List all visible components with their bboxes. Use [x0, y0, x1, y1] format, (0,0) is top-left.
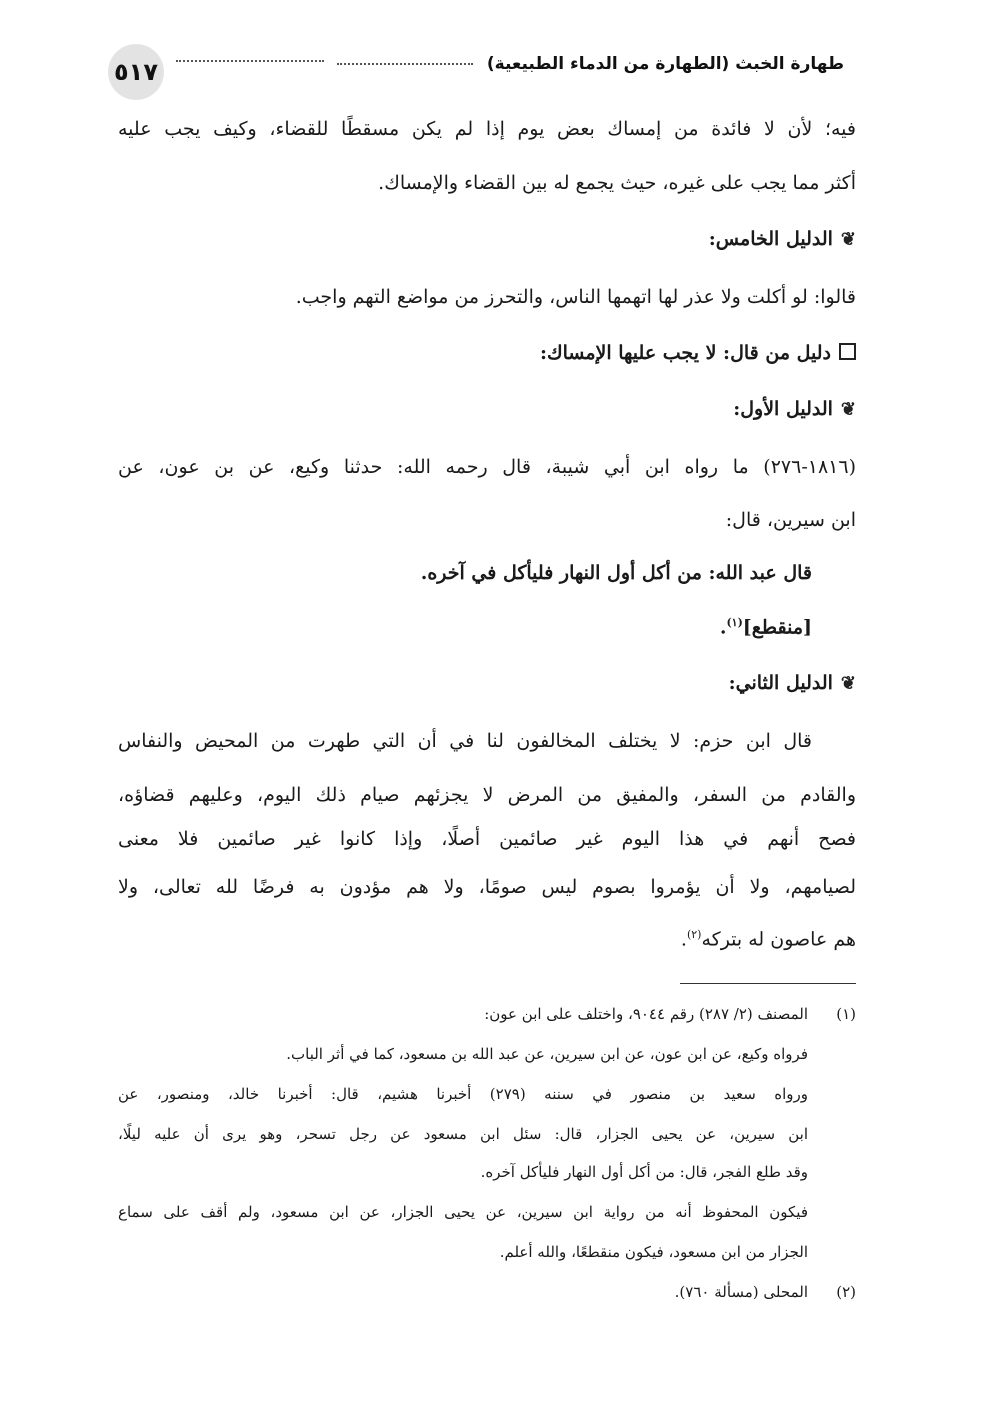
footnote-line: وقد طلع الفجر، قال: من أكل أول النهار فليأكل آخره. [480, 1163, 808, 1181]
footnote-line: ابن سيرين، عن يحيى الجزار، قال: سئل ابن مسعود عن رجل تسحر، وهو يرى أن عليه ليلًا، [118, 1125, 808, 1143]
paragraph-line: قال ابن حزم: لا يختلف المخالفون لنا في أن التي طهرت من المحيض والنفاس [118, 730, 812, 752]
paragraph-line: فصح أنهم في هذا اليوم غير صائمين أصلًا، وإذا كانوا غير صائمين فلا معنى [118, 828, 856, 850]
footnote-line: فرواه وكيع، عن ابن عون، عن ابن سيرين، عن عبد الله بن مسعود، كما في أثر الباب. [286, 1045, 808, 1063]
leaf-bullet-icon: ❦ [840, 673, 856, 694]
footnote-line: المحلى (مسألة ٧٦٠). [674, 1283, 808, 1301]
header-dotted-leader-right [337, 63, 473, 65]
heading-text: الدليل الخامس: [708, 228, 833, 250]
leaf-bullet-icon: ❦ [840, 229, 856, 250]
page-number: ٥١٧ [108, 44, 164, 100]
header-dotted-leader [176, 60, 324, 62]
paragraph-text: هم عاصون له بتركه [701, 928, 856, 951]
running-header-text: طهارة الخبث (الطهارة من الدماء الطبيعية) [486, 54, 844, 74]
section-heading-text: دليل من قال: لا يجب عليها الإمساك: [539, 342, 831, 364]
paragraph-line: أكثر مما يجب على غيره، حيث يجمع له بين القضاء والإمساك. [378, 172, 856, 194]
leaf-bullet-icon: ❦ [840, 399, 856, 420]
heading-fifth-evidence [709, 228, 856, 250]
paragraph-line: فيه؛ لأن لا فائدة من إمساك بعض يوم إذا لم يكن مسقطًا للقضاء، وكيف يجب عليه [118, 118, 856, 140]
paragraph-line-last [681, 928, 856, 950]
paragraph-line: قالوا: لو أكلت ولا عذر لها اتهمها الناس، والتحرز من مواضع التهم واجب. [295, 286, 856, 308]
footnote-line: المصنف (٢/ ٢٨٧) رقم ٩٠٤٤، واختلف على ابن عون: [484, 1005, 808, 1023]
footnote-line: فيكون المحفوظ أنه من رواية ابن سيرين، عن يحيى الجزار، عن ابن مسعود، ولم أقف على سماع [118, 1203, 808, 1221]
paragraph-line: لصيامهم، ولا أن يؤمروا بصوم ليس صومًا، ولا هم مؤدون به فرضًا لله تعالى، ولا [118, 876, 856, 898]
grading-text: [منقطع] [742, 616, 812, 639]
heading-text: الدليل الأول: [733, 398, 833, 420]
paragraph-line: (١٨١٦-٢٧٦) ما رواه ابن أبي شيبة، قال رحمه الله: حدثنا وكيع، عن بن عون، عن [118, 456, 856, 478]
heading-first-evidence [733, 398, 856, 420]
footnote-number: (٢) [836, 1283, 856, 1301]
paragraph-line: والقادم من السفر، والمفيق من المرض لا يجزئهم صيام ذلك اليوم، وعليهم قضاؤه، [118, 784, 856, 806]
footnote-number: (١) [836, 1005, 856, 1023]
footnote-line: ورواه سعيد بن منصور في سننه (٢٧٩) أخبرنا هشيم، قال: أخبرنا خالد، ومنصور، عن [118, 1085, 808, 1103]
grading-note [720, 616, 812, 638]
square-icon [839, 343, 856, 360]
footnote-ref: (١) [726, 616, 743, 629]
footnote-ref: (٢) [686, 928, 702, 941]
heading-second-evidence [729, 672, 856, 694]
section-heading [540, 342, 856, 364]
punctuation: . [719, 616, 727, 639]
running-header-title [337, 54, 844, 74]
heading-text: الدليل الثاني: [728, 672, 833, 694]
footnote-separator [680, 983, 856, 984]
quoted-narration: قال عبد الله: من أكل أول النهار فليأكل في آخره. [420, 562, 812, 584]
paragraph-line: ابن سيرين، قال: [725, 509, 856, 531]
footnote-line: الجزار من ابن مسعود، فيكون منقطعًا، والله أعلم. [499, 1243, 808, 1261]
punctuation: . [680, 928, 687, 951]
